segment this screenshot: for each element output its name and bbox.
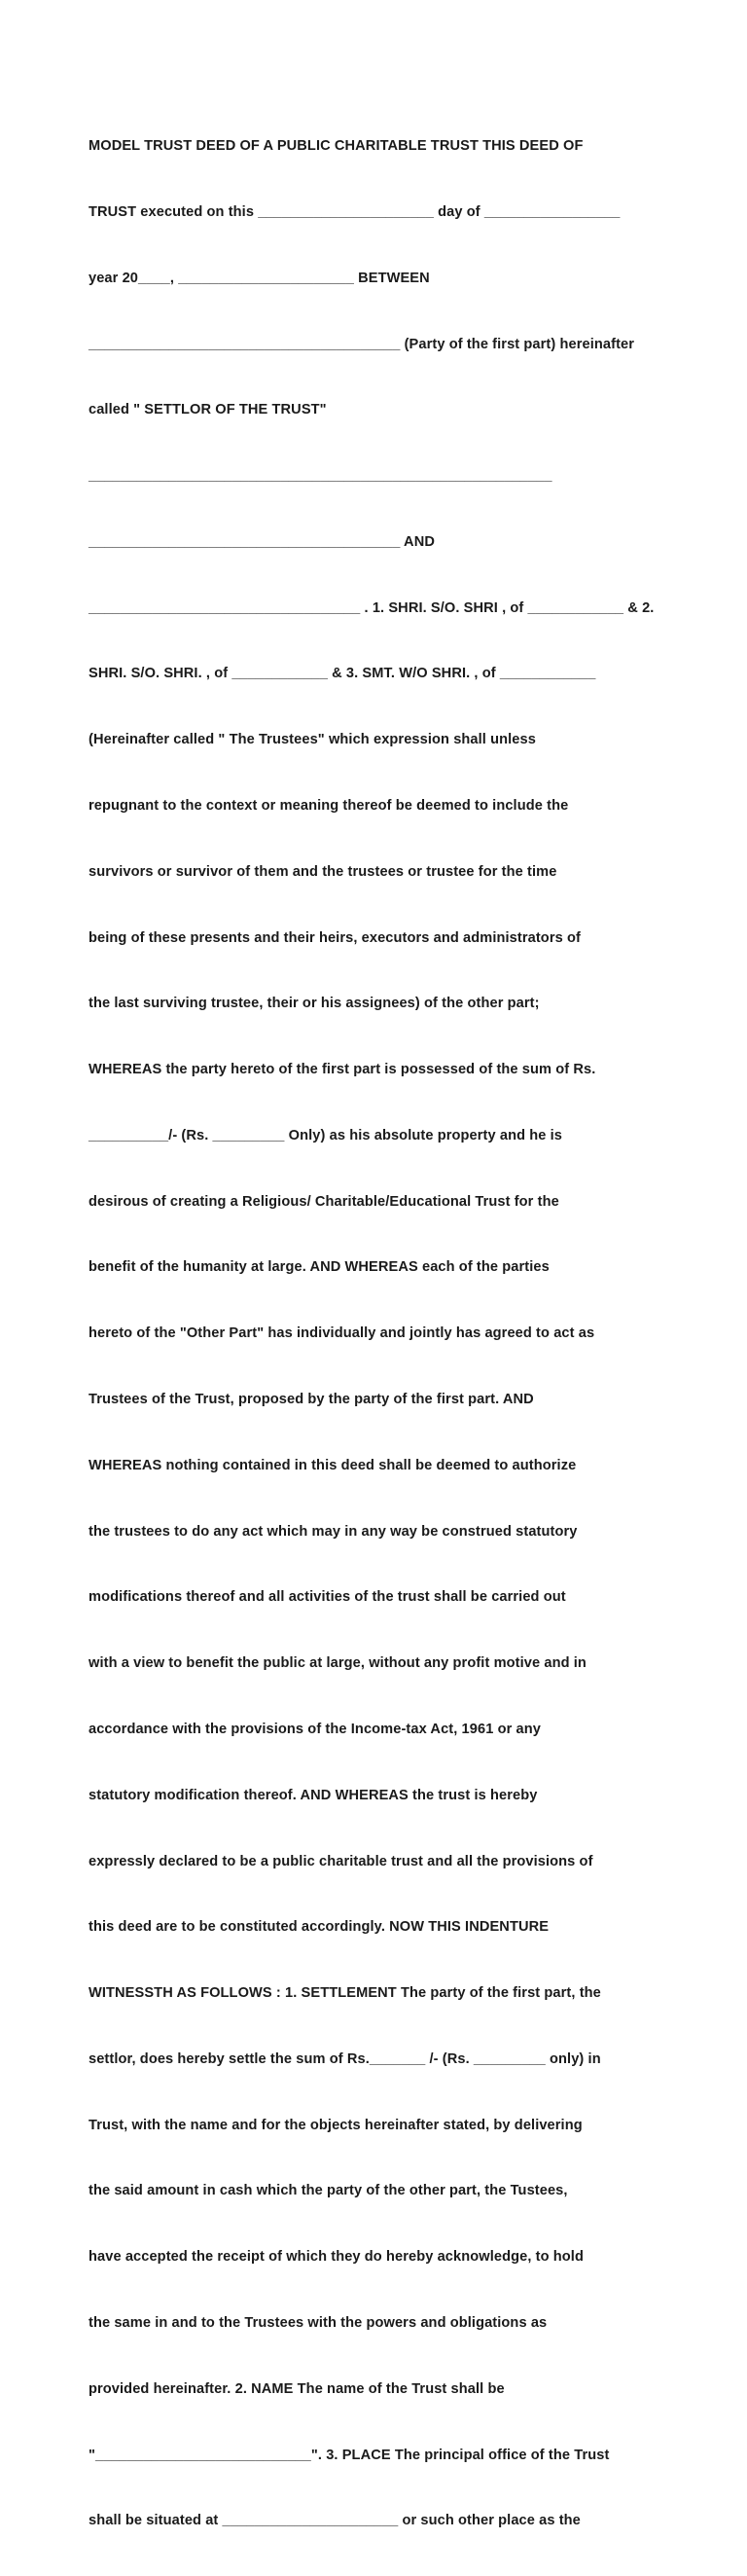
document-line: have accepted the receipt of which they do hereby acknowledge, to hold: [89, 2249, 584, 2266]
document-line: _______________________________________ (Party of the first part) hereinafter: [89, 336, 635, 352]
document-line: __________________________________ . 1. SHRI. S/O. SHRI , of ____________ & 2.: [89, 599, 655, 616]
document-line: modifications thereof and all activities of the trust shall be carried out: [89, 1589, 566, 1606]
document-line: statutory modification thereof. AND WHEREAS the trust is hereby: [89, 1787, 538, 1803]
document-line: the said amount in cash which the party of the other part, the Tustees,: [89, 2183, 568, 2199]
document-line: the last surviving trustee, their or his assignees) of the other part;: [89, 996, 540, 1012]
document-line: MODEL TRUST DEED OF A PUBLIC CHARITABLE TRUST THIS DEED OF: [89, 138, 584, 155]
document-line: __________________________________________________________: [89, 468, 552, 485]
document-line: _______________________________________ AND: [89, 533, 435, 550]
document-body: [89, 91, 654, 2576]
document-line: WITNESSTH AS FOLLOWS : 1. SETTLEMENT The party of the first part, the: [89, 1985, 601, 2002]
document-line: SHRI. S/O. SHRI. , of ____________ & 3. SMT. W/O SHRI. , of ____________: [89, 666, 596, 682]
document-line: called " SETTLOR OF THE TRUST": [89, 402, 327, 418]
document-line: WHEREAS nothing contained in this deed shall be deemed to authorize: [89, 1457, 577, 1473]
document-line: TRUST executed on this ______________________ day of _________________: [89, 203, 621, 220]
document-line: WHEREAS the party hereto of the first part is possessed of the sum of Rs.: [89, 1062, 596, 1078]
document-line: settlor, does hereby settle the sum of Rs._______ /- (Rs. _________ only) in: [89, 2050, 601, 2067]
document-line: with a view to benefit the public at large, without any profit motive and in: [89, 1655, 587, 1672]
document-line: accordance with the provisions of the Income-tax Act, 1961 or any: [89, 1721, 541, 1737]
document-line: (Hereinafter called " The Trustees" which expression shall unless: [89, 732, 536, 748]
document-line: the trustees to do any act which may in any way be construed statutory: [89, 1523, 578, 1540]
document-line: desirous of creating a Religious/ Charitable/Educational Trust for the: [89, 1193, 559, 1210]
document-line: "___________________________". 3. PLACE The principal office of the Trust: [89, 2447, 610, 2463]
document-line: expressly declared to be a public charitable trust and all the provisions of: [89, 1853, 593, 1869]
document-line: being of these presents and their heirs, executors and administrators of: [89, 929, 581, 946]
document-line: this deed are to be constituted accordingly. NOW THIS INDENTURE: [89, 1919, 550, 1936]
document-line: provided hereinafter. 2. NAME The name of the Trust shall be: [89, 2380, 505, 2397]
document-line: hereto of the "Other Part" has individually and jointly has agreed to act as: [89, 1325, 595, 1342]
document-line: benefit of the humanity at large. AND WHEREAS each of the parties: [89, 1259, 550, 1276]
document-line: survivors or survivor of them and the trustees or trustee for the time: [89, 863, 557, 880]
document-line: shall be situated at ______________________ or such other place as the: [89, 2513, 581, 2529]
document-line: repugnant to the context or meaning thereof be deemed to include the: [89, 798, 569, 814]
document-line: the same in and to the Trustees with the powers and obligations as: [89, 2314, 548, 2331]
document-line: Trust, with the name and for the objects hereinafter stated, by delivering: [89, 2117, 583, 2133]
document-line: Trustees of the Trust, proposed by the party of the first part. AND: [89, 1392, 534, 1408]
document-line: __________/- (Rs. _________ Only) as his absolute property and he is: [89, 1127, 563, 1143]
document-line: year 20____, ______________________ BETWEEN: [89, 270, 430, 286]
